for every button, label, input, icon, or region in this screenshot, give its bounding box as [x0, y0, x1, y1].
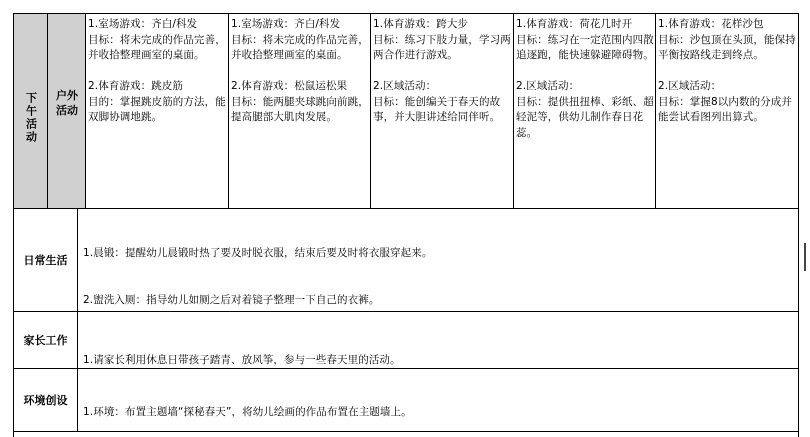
environment-label: 环境创设	[23, 393, 68, 407]
day-cell-5: 1.体育游戏：花样沙包 目标：沙包顶在头顶，能保持平衡按路线走到终点。 2.区域活动： 目标：掌握8以内数的分成并能尝试看图列出算式。	[658, 18, 796, 123]
environment-list	[83, 374, 795, 430]
scroll-edge-marker	[804, 243, 806, 271]
parent-work-label: 家长工作	[23, 333, 68, 347]
day-cell-4: 1.体育游戏：荷花几时开 目标：练习在一定范围内四散追逐跑，能快速躲避障碍物。 2.区域活动： 目标：提供扭扭棒、彩纸、超轻泥等，供幼儿制作春日花蕊。	[516, 18, 654, 139]
daily-life-label: 日常生活	[23, 253, 68, 267]
list-item: 1.环境：布置主题墙“探秘春天”，将幼儿绘画的作品布置在主题墙上。	[83, 406, 412, 418]
list-item: 1.晨锻：提醒幼儿晨锻时热了要及时脱衣服，结束后要及时将衣服穿起来。	[83, 247, 433, 259]
daily-life-list	[83, 215, 795, 309]
list-item: 2.盥洗入厕：指导幼儿如厕之后对着镜子整理一下自己的衣裤。	[83, 293, 380, 306]
list-item: 1.请家长利用休息日带孩子踏青、放风筝，参与一些春天里的活动。	[83, 354, 401, 366]
parent-work-list	[83, 322, 795, 366]
outdoor-activity-label: 户外活动	[56, 89, 78, 117]
day-cell-3: 1.体育游戏：跨大步 目标：练习下肢力量，学习两两合作进行游戏。 2.区域活动： 目标：能创编关于春天的故事，并大胆讲述给同伴听。	[373, 18, 511, 123]
day-cell-2: 1.室场游戏：齐白/科发 目标：将未完成的作品完善，并收拾整理画室的桌面。 2.体育游戏：松鼠运松果 目标：能两腿夹球跳向前跳，提高腿部大肌肉发展。	[231, 18, 369, 123]
afternoon-activity-label: 下午活动	[24, 92, 38, 144]
day-cell-1: 1.室场游戏：齐白/科发 目标：将未完成的作品完善，并收拾整理画室的桌面。 2.体育游戏：跳皮筋 目的：掌握跳皮筋的方法，能双脚协调地跳。	[88, 18, 226, 123]
weekly-plan-table	[13, 13, 799, 437]
